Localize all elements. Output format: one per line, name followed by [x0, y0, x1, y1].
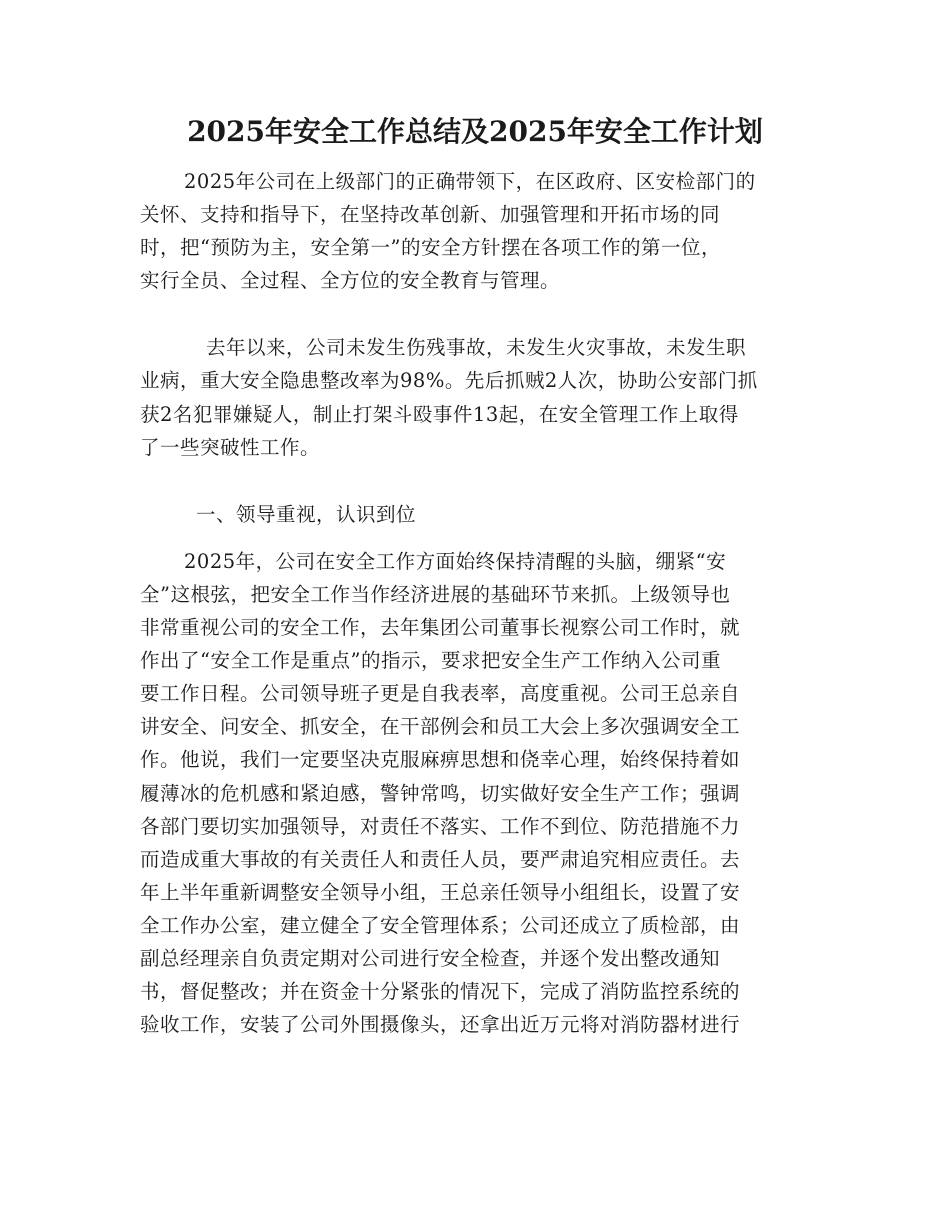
text-line: 了一些突破性工作。 [140, 435, 321, 459]
text-line: 时，把“预防为主，安全第一”的安全方针摆在各项工作的第一位， [140, 236, 721, 260]
heading-text: 一、领导重视，认识到位 [196, 502, 417, 526]
text-line: 2025年，公司在安全工作方面始终保持清醒的头脑，绷紧“安 [184, 549, 727, 573]
text-line: 讲安全、问安全、抓安全，在干部例会和员工大会上多次强调安全工 [140, 715, 741, 739]
text-line: 作。他说，我们一定要坚决克服麻痹思想和侥幸心理，始终保持着如 [140, 748, 741, 772]
text-line: 去年以来，公司未发生伤残事故，未发生火灾事故，未发生职 [206, 336, 747, 360]
text-line: 而造成重大事故的有关责任人和责任人员，要严肃追究相应责任。去 [140, 847, 741, 871]
text-line: 履薄冰的危机感和紧迫感，警钟常鸣，切实做好安全生产工作；强调 [140, 781, 741, 805]
text-line: 获2名犯罪嫌疑人，制止打架斗殴事件13起，在安全管理工作上取得 [140, 402, 739, 426]
text-line: 实行全员、全过程、全方位的安全教育与管理。 [140, 269, 561, 293]
text-line: 非常重视公司的安全工作，去年集团公司董事长视察公司工作时，就 [140, 616, 741, 640]
paragraph-leadership [140, 545, 810, 1041]
text-line: 各部门要切实加强领导，对责任不落实、工作不到位、防范措施不力 [140, 814, 741, 838]
paragraph-spacer [140, 464, 810, 498]
text-line: 全工作办公室，建立健全了安全管理体系；公司还成立了质检部，由 [140, 913, 741, 937]
text-line: 作出了“安全工作是重点”的指示，要求把安全生产工作纳入公司重 [140, 649, 721, 673]
text-line: 业病，重大安全隐患整改率为98%。先后抓贼2人次，协助公安部门抓 [140, 369, 758, 393]
document-body [140, 165, 810, 1041]
text-line: 要工作日程。公司领导班子更是自我表率，高度重视。公司王总亲自 [140, 682, 741, 706]
paragraph-summary [140, 331, 810, 463]
paragraph-intro [140, 165, 810, 297]
text-line: 年上半年重新调整安全领导小组，王总亲任领导小组组长，设置了安 [140, 880, 741, 904]
document-title: 2025年安全工作总结及2025年安全工作计划 [187, 115, 763, 148]
section-heading [140, 498, 810, 531]
text-line: 全”这根弦，把安全工作当作经济进展的基础环节来抓。上级领导也 [140, 582, 731, 606]
paragraph-spacer [140, 297, 810, 331]
text-line: 副总经理亲自负责定期对公司进行安全检查，并逐个发出整改通知 [140, 946, 721, 970]
text-line: 关怀、支持和指导下，在坚持改革创新、加强管理和开拓市场的同 [140, 203, 721, 227]
text-line: 验收工作，安装了公司外围摄像头，还拿出近万元将对消防器材进行 [140, 1013, 741, 1037]
paragraph-spacer [140, 531, 810, 545]
text-line: 书，督促整改；并在资金十分紧张的情况下，完成了消防监控系统的 [140, 980, 741, 1004]
text-line: 2025年公司在上级部门的正确带领下，在区政府、区安检部门的 [184, 170, 756, 193]
